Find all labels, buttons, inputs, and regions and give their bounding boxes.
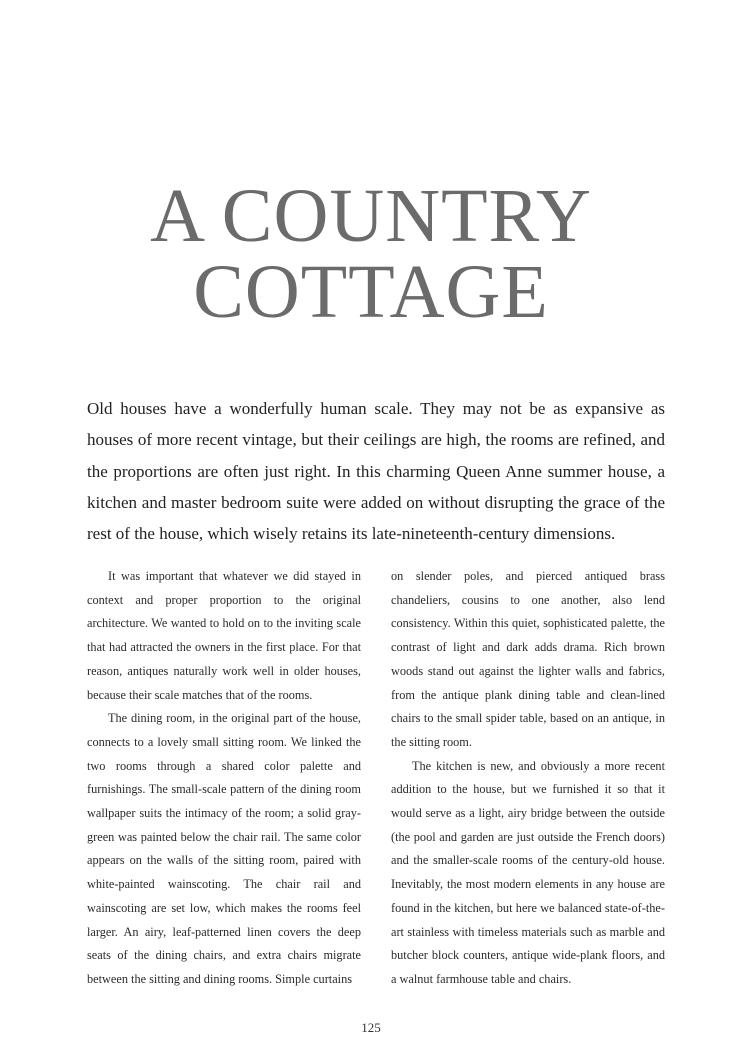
intro-paragraph: Old houses have a wonderfully human scale. They may not be as expansive as houses of more recent vintage, but their ceilings are high, the rooms are refined, and the proportions are often just right. In this charming Queen Anne summer house, a kitchen and master bedroom suite were added on without disrupting the grace of the rest of the house, which wisely retains its late-nineteenth-century dimensions.: [87, 399, 665, 544]
title-line-2: COTTAGE: [193, 250, 549, 334]
page-number: 125: [361, 1020, 381, 1035]
body-paragraph-2: The dining room, in the original part of the house, connects to a lovely small sitting room. We linked the two rooms through a shared color palette and furnishings. The small-scale pattern of the dining room wallpaper suits the intimacy of the room; a solid gray-green was painted below the chair rail. The same color appears on the walls of the sitting room, paired with white-painted wainscoting. The chair rail and wainscoting are set low, which makes the rooms feel larger. An airy, leaf-patterned linen covers the deep seats of the dining chairs, and extra chairs migrate between the sitting and dining rooms. Simple curtains: [87, 711, 361, 986]
body-paragraph-3: The kitchen is new, and obviously a more recent addition to the house, but we furnished it so that it would serve as a light, airy bridge between the outside (the pool and garden are just outside the French doors) and the smaller-scale rooms of the century-old house. Inevitably, the most modern elements in any house are found in the kitchen, but here we balanced state-of-the-art stainless with timeless materials such as marble and butcher block counters, antique wide-plank floors, and a walnut farmhouse table and chairs.: [391, 758, 665, 986]
body-column-left: [87, 565, 361, 992]
body-column-right: [391, 565, 665, 992]
title-line-1: A COUNTRY: [150, 174, 592, 258]
page-title: [0, 174, 742, 334]
body-paragraph-2-continued: on slender poles, and pierced antiqued brass chandeliers, cousins to one another, also lend consistency. Within this quiet, sophisticated palette, the contrast of light and dark adds drama. Rich brown woods stand out against the lighter walls and fabrics, from the antique plank dining table and clean-lined chairs to the small spider table, based on an antique, in the sitting room.: [391, 569, 665, 749]
body-paragraph-1: It was important that whatever we did stayed in context and proper proportion to the original architecture. We wanted to hold on to the inviting scale that had attracted the owners in the first place. For that reason, antiques naturally work well in older houses, because their scale matches that of the rooms.: [87, 569, 361, 702]
